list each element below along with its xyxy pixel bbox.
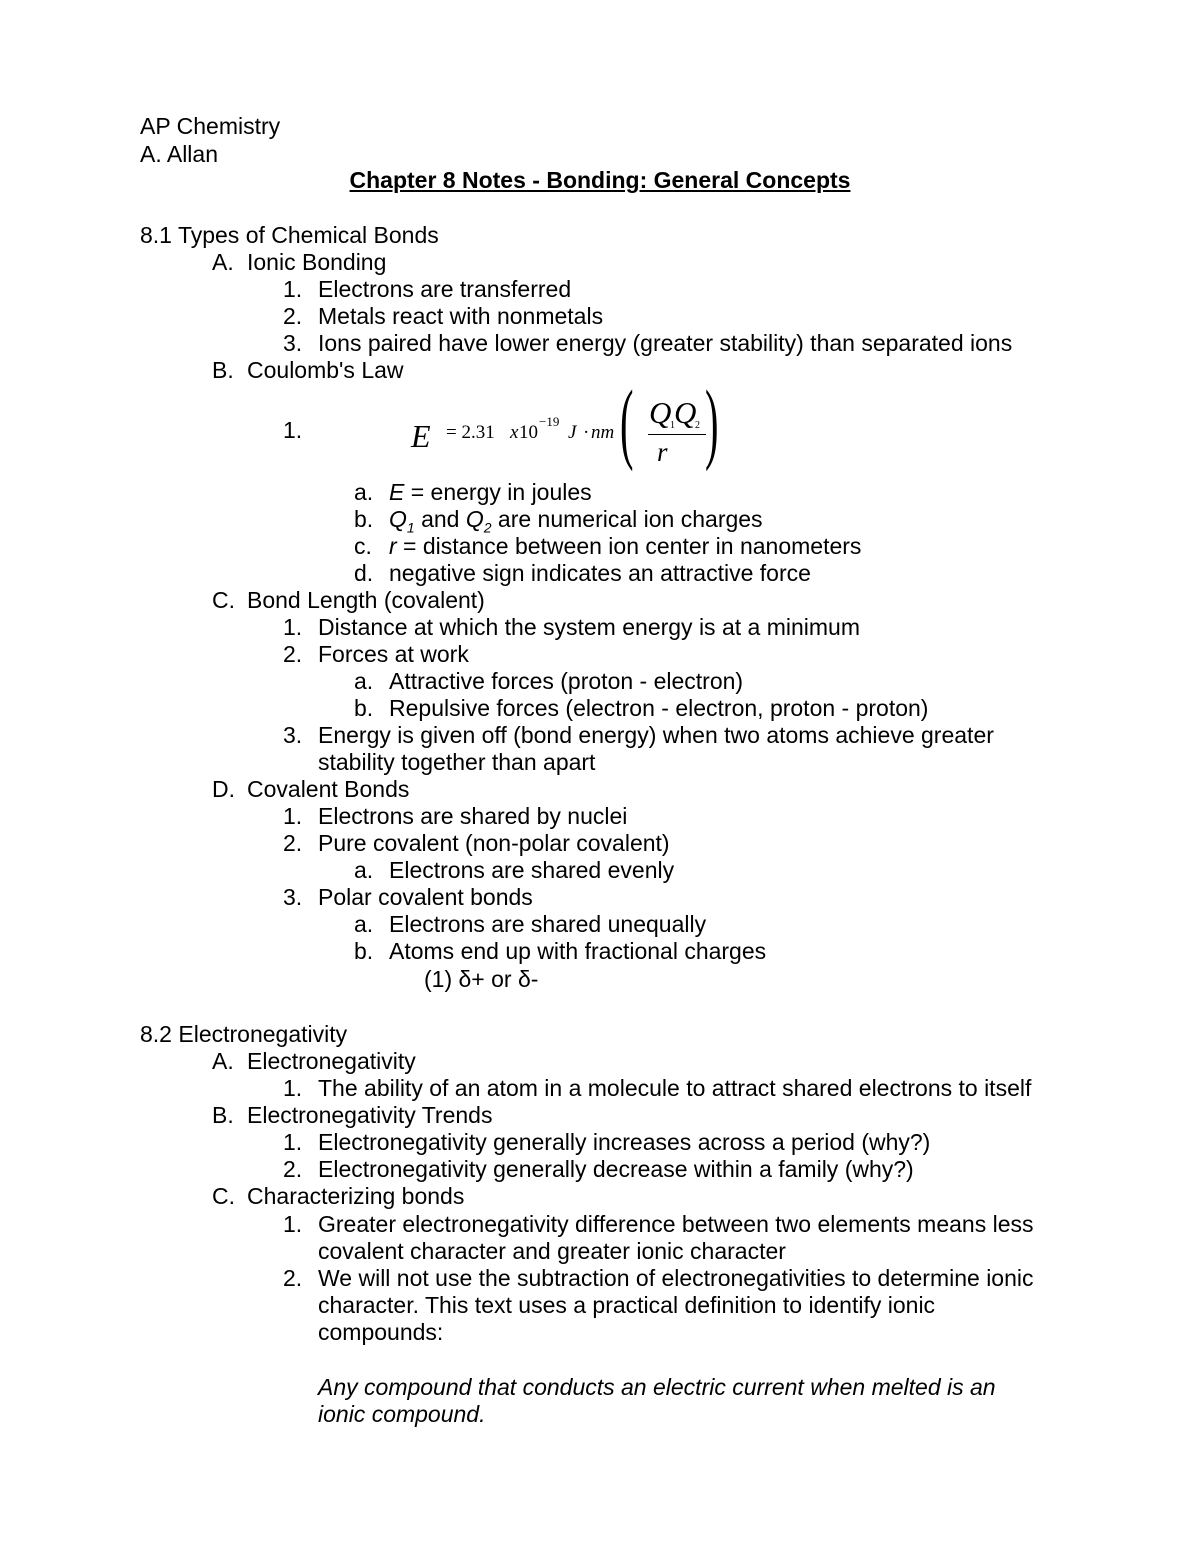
outline-marker: B.: [212, 357, 234, 383]
formula-ten: 10: [519, 422, 538, 443]
section-heading-8-1: 8.1 Types of Chemical Bonds: [140, 222, 439, 248]
list-item: The ability of an atom in a molecule to attract shared electrons to itself: [318, 1075, 1032, 1101]
variable: r: [389, 533, 397, 559]
list-item: Polar covalent bonds: [318, 884, 533, 910]
list-item: Electrons are shared by nuclei: [318, 803, 628, 829]
outline-marker: C.: [212, 587, 235, 613]
list-marker: b.: [354, 506, 374, 532]
formula-exponent: −19: [539, 414, 560, 429]
list-marker: c.: [354, 533, 372, 559]
fraction-bar: [648, 434, 706, 435]
outline-marker: D.: [212, 776, 235, 802]
definition-item: [389, 533, 861, 560]
subsection-label: Electronegativity: [247, 1048, 416, 1074]
list-item-continued: covalent character and greater ionic character: [318, 1238, 786, 1264]
list-marker: 1.: [283, 1211, 303, 1237]
course-name: AP Chemistry: [140, 113, 281, 139]
subsection-label: Electronegativity Trends: [247, 1102, 493, 1128]
subsection-label: Bond Length (covalent): [247, 587, 485, 613]
list-item-continued: stability together than apart: [318, 749, 596, 775]
list-marker: 1.: [283, 803, 303, 829]
list-item: Distance at which the system energy is at a minimum: [318, 614, 860, 640]
formula-q2: Q: [674, 395, 697, 430]
formula-nanometer: nm: [591, 422, 615, 443]
page-title: Chapter 8 Notes - Bonding: General Concepts: [349, 167, 851, 193]
list-item: Ions paired have lower energy (greater stability) than separated ions: [318, 330, 1013, 356]
variable: Q: [389, 506, 407, 532]
left-paren: (: [620, 373, 634, 472]
list-item: Repulsive forces (electron - electron, proton - proton): [389, 695, 929, 721]
list-marker: b.: [354, 695, 374, 721]
list-item: Pure covalent (non-polar covalent): [318, 830, 670, 856]
section-heading-8-2: 8.2 Electronegativity: [140, 1021, 348, 1047]
list-item: Electronegativity generally decrease within a family (why?): [318, 1156, 914, 1182]
list-marker: d.: [354, 560, 374, 586]
list-marker: a.: [354, 479, 374, 505]
formula-energy: E: [411, 418, 431, 454]
subscript: 2: [483, 519, 492, 536]
outline-marker: A.: [212, 249, 234, 275]
definition-item: [389, 506, 763, 536]
definition-item: [389, 479, 592, 506]
subsection-label: Characterizing bonds: [247, 1183, 465, 1209]
list-marker: 2.: [283, 1265, 303, 1291]
list-marker: a.: [354, 857, 374, 883]
right-paren: ): [705, 373, 719, 472]
definition-item: negative sign indicates an attractive force: [389, 560, 811, 586]
definition-text: are numerical ion charges: [491, 506, 763, 532]
list-item: (1) δ+ or δ-: [424, 966, 539, 992]
subsection-label: Coulomb's Law: [247, 357, 404, 383]
list-marker: 2.: [283, 1156, 303, 1182]
list-marker: 1.: [283, 417, 303, 443]
formula-q1: Q: [649, 395, 672, 430]
outline-marker: A.: [212, 1048, 234, 1074]
formula-times: x: [510, 422, 519, 443]
list-marker: b.: [354, 938, 374, 964]
definition-text: = energy in joules: [404, 479, 592, 505]
list-marker: 1.: [283, 614, 303, 640]
list-marker: a.: [354, 911, 374, 937]
list-item: Energy is given off (bond energy) when two atoms achieve greater: [318, 722, 994, 748]
list-marker: 3.: [283, 330, 303, 356]
outline-marker: C.: [212, 1183, 235, 1209]
definition-text: = distance between ion center in nanometers: [396, 533, 862, 559]
subsection-label: Covalent Bonds: [247, 776, 410, 802]
list-marker: 3.: [283, 884, 303, 910]
list-item-continued: character. This text uses a practical definition to identify ionic: [318, 1292, 936, 1318]
outline-marker: B.: [212, 1102, 234, 1128]
list-marker: 3.: [283, 722, 303, 748]
formula-joule: J: [568, 422, 577, 443]
variable: E: [389, 479, 405, 505]
list-marker: 2.: [283, 641, 303, 667]
list-item: Electrons are shared evenly: [389, 857, 675, 883]
definition-text: and: [414, 506, 466, 532]
list-item: We will not use the subtraction of electronegativities to determine ionic: [318, 1265, 1034, 1291]
formula-distance: r: [657, 437, 668, 467]
list-item: Electrons are transferred: [318, 276, 572, 302]
list-item: Greater electronegativity difference between two elements means less: [318, 1211, 1034, 1237]
author-name: A. Allan: [140, 141, 218, 167]
variable: Q: [465, 506, 484, 532]
list-marker: a.: [354, 668, 374, 694]
list-marker: 1.: [283, 276, 303, 302]
list-marker: 1.: [283, 1129, 303, 1155]
definition-note-continued: ionic compound.: [318, 1401, 486, 1427]
list-item: Metals react with nonmetals: [318, 303, 604, 329]
list-item: Electronegativity generally increases across a period (why?): [318, 1129, 931, 1155]
list-marker: 1.: [283, 1075, 303, 1101]
formula-coefficient: = 2.31: [446, 422, 495, 443]
definition-note: Any compound that conducts an electric current when melted is an: [318, 1374, 996, 1400]
list-item: Electrons are shared unequally: [389, 911, 707, 937]
subsection-label: Ionic Bonding: [247, 249, 387, 275]
list-item: Forces at work: [318, 641, 469, 667]
formula-q2-subscript: 2: [695, 420, 700, 431]
subscript: 1: [406, 519, 415, 536]
list-item: Attractive forces (proton - electron): [389, 668, 744, 694]
list-marker: 2.: [283, 830, 303, 856]
formula-dot: ·: [583, 422, 590, 443]
formula-q1-subscript: 1: [670, 420, 675, 431]
list-marker: 2.: [283, 303, 303, 329]
list-item-continued: compounds:: [318, 1319, 444, 1345]
list-item: Atoms end up with fractional charges: [389, 938, 767, 964]
